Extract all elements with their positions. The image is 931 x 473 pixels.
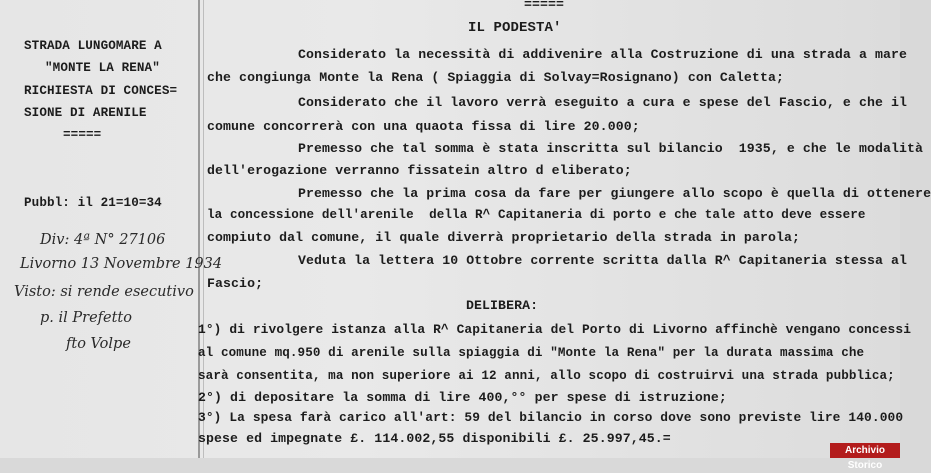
subject-underline: ===== — [63, 128, 102, 142]
subject-line: RICHIESTA DI CONCES= — [24, 84, 178, 98]
body-line: dell'erogazione verranno fissatein altro d eliberato; — [207, 163, 632, 178]
handwritten-note: Div: 4ª N° 27106 — [40, 232, 166, 248]
body-line: Veduta la lettera 10 Ottobre corrente scritta dalla R^ Capitaneria stessa al — [298, 253, 908, 268]
body-line: che congiunga Monte la Rena ( Spiaggia di Solvay=Rosignano) con Caletta; — [207, 70, 784, 85]
body-line: Fascio; — [207, 276, 264, 291]
body-line: comune concorrerà con una quaota fissa di lire 20.000; — [207, 119, 640, 134]
document-header: IL PODESTA' — [468, 20, 562, 36]
subject-line: STRADA LUNGOMARE A — [24, 39, 162, 53]
body-line: compiuto dal comune, il quale diverrà proprietario della strada in parola; — [207, 230, 801, 245]
delibera-line: 1°) di rivolgere istanza alla R^ Capitaneria del Porto di Livorno affinchè vengano concessi — [198, 322, 912, 337]
body-line: Premesso che tal somma è stata inscritta sul bilancio 1935, e che le modalità — [298, 141, 924, 156]
delibera-line: 3°) La spesa farà carico all'art: 59 del bilancio in corso dove sono previste lire 140.000 — [198, 410, 904, 425]
delibera-title: DELIBERA: — [466, 298, 539, 313]
handwritten-note: Visto: si rende esecutivo — [14, 284, 194, 300]
top-mark: ===== — [524, 0, 565, 12]
body-line: Premesso che la prima cosa da fare per giungere allo scopo è quella di ottenere — [298, 186, 931, 201]
delibera-line: 2°) di depositare la somma di lire 400,°° per spese di istruzione; — [198, 390, 727, 405]
body-line: Considerato la necessità di addivenire alla Costruzione di una strada a mare — [298, 47, 908, 62]
subject-line: "MONTE LA RENA" — [45, 61, 160, 75]
handwritten-note: fto Volpe — [66, 336, 131, 352]
delibera-line: al comune mq.950 di arenile sulla spiaggia di "Monte la Rena" per la durata massima che — [198, 346, 865, 360]
body-line: la concessione dell'arenile della R^ Capitaneria di porto e che tale atto deve essere — [207, 208, 866, 222]
delibera-line: sarà consentita, ma non superiore ai 12 anni, allo scopo di costruirvi una strada pubblica; — [198, 369, 895, 383]
subject-line: SIONE DI ARENILE — [24, 106, 147, 120]
handwritten-note: Livorno 13 Novembre 1934 — [20, 256, 223, 272]
delibera-line: spese ed impegnate £. 114.002,55 disponibili £. 25.997,45.= — [198, 431, 671, 446]
archive-watermark: Archivio Storico — [830, 443, 900, 458]
body-line: Considerato che il lavoro verrà eseguito a cura e spese del Fascio, e che il — [298, 95, 908, 110]
handwritten-note: p. il Prefetto — [40, 310, 132, 326]
publication-date: Pubbl: il 21=10=34 — [24, 196, 162, 210]
